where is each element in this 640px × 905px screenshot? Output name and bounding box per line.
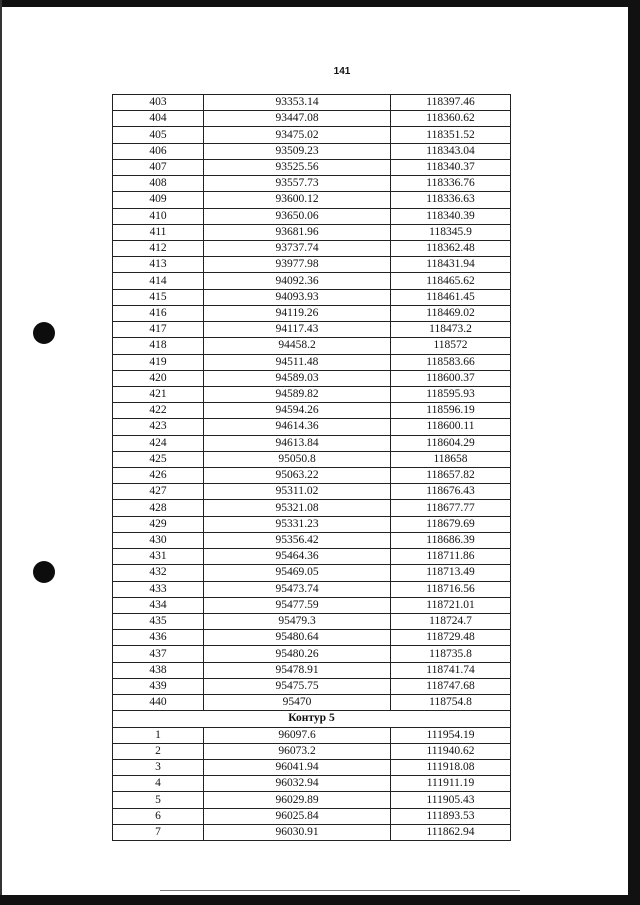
section-title: Контур 5: [113, 711, 511, 727]
x-coordinate-cell: 93475.02: [204, 127, 391, 143]
x-coordinate-cell: 93737.74: [204, 240, 391, 256]
x-coordinate-cell: 95050.8: [204, 451, 391, 467]
y-coordinate-cell: 118583.66: [391, 354, 511, 370]
y-coordinate-cell: 118716.56: [391, 581, 511, 597]
y-coordinate-cell: 118362.48: [391, 240, 511, 256]
table-row: [113, 305, 511, 321]
point-number-cell: 7: [113, 824, 204, 840]
table-row: [113, 143, 511, 159]
x-coordinate-cell: 96030.91: [204, 824, 391, 840]
y-coordinate-cell: 118397.46: [391, 95, 511, 111]
scan-edge-right: [628, 0, 640, 905]
x-coordinate-cell: 93977.98: [204, 257, 391, 273]
y-coordinate-cell: 111918.08: [391, 759, 511, 775]
table-row: [113, 419, 511, 435]
table-row: [113, 581, 511, 597]
y-coordinate-cell: 118686.39: [391, 532, 511, 548]
y-coordinate-cell: 118679.69: [391, 516, 511, 532]
point-number-cell: 409: [113, 192, 204, 208]
point-number-cell: 428: [113, 500, 204, 516]
y-coordinate-cell: 118343.04: [391, 143, 511, 159]
table-row: [113, 354, 511, 370]
y-coordinate-cell: 118735.8: [391, 646, 511, 662]
point-number-cell: 2: [113, 743, 204, 759]
table-row: [113, 662, 511, 678]
x-coordinate-cell: 94614.36: [204, 419, 391, 435]
y-coordinate-cell: 118658: [391, 451, 511, 467]
point-number-cell: 420: [113, 370, 204, 386]
y-coordinate-cell: 118754.8: [391, 695, 511, 711]
table-row: [113, 224, 511, 240]
y-coordinate-cell: 118465.62: [391, 273, 511, 289]
footer-rule: [160, 890, 520, 891]
point-number-cell: 403: [113, 95, 204, 111]
point-number-cell: 422: [113, 403, 204, 419]
point-number-cell: 5: [113, 792, 204, 808]
x-coordinate-cell: 95464.36: [204, 549, 391, 565]
x-coordinate-cell: 93525.56: [204, 159, 391, 175]
y-coordinate-cell: 118724.7: [391, 614, 511, 630]
y-coordinate-cell: 118711.86: [391, 549, 511, 565]
point-number-cell: 414: [113, 273, 204, 289]
table-row: [113, 678, 511, 694]
x-coordinate-cell: 94511.48: [204, 354, 391, 370]
x-coordinate-cell: 95470: [204, 695, 391, 711]
point-number-cell: 408: [113, 176, 204, 192]
y-coordinate-cell: 118747.68: [391, 678, 511, 694]
point-number-cell: 429: [113, 516, 204, 532]
x-coordinate-cell: 96041.94: [204, 759, 391, 775]
table-row: [113, 208, 511, 224]
point-number-cell: 3: [113, 759, 204, 775]
y-coordinate-cell: 118351.52: [391, 127, 511, 143]
table-row: [113, 743, 511, 759]
x-coordinate-cell: 94594.26: [204, 403, 391, 419]
page-number: 141: [333, 66, 351, 77]
point-number-cell: 438: [113, 662, 204, 678]
x-coordinate-cell: 93681.96: [204, 224, 391, 240]
x-coordinate-cell: 93557.73: [204, 176, 391, 192]
table-row: [113, 159, 511, 175]
point-number-cell: 432: [113, 565, 204, 581]
y-coordinate-cell: 118713.49: [391, 565, 511, 581]
point-number-cell: 440: [113, 695, 204, 711]
y-coordinate-cell: 118600.37: [391, 370, 511, 386]
point-number-cell: 410: [113, 208, 204, 224]
table-row: [113, 192, 511, 208]
x-coordinate-cell: 93509.23: [204, 143, 391, 159]
y-coordinate-cell: 118461.45: [391, 289, 511, 305]
table-row: [113, 565, 511, 581]
point-number-cell: 1: [113, 727, 204, 743]
table-row: [113, 338, 511, 354]
table-row: [113, 776, 511, 792]
y-coordinate-cell: 118340.37: [391, 159, 511, 175]
x-coordinate-cell: 95479.3: [204, 614, 391, 630]
table-row: [113, 403, 511, 419]
x-coordinate-cell: 94589.82: [204, 386, 391, 402]
section-header-row: [113, 711, 511, 727]
x-coordinate-cell: 95063.22: [204, 468, 391, 484]
x-coordinate-cell: 95473.74: [204, 581, 391, 597]
coordinates-table: [112, 94, 511, 841]
x-coordinate-cell: 96073.2: [204, 743, 391, 759]
point-number-cell: 418: [113, 338, 204, 354]
x-coordinate-cell: 95480.64: [204, 630, 391, 646]
table-row: [113, 824, 511, 840]
point-number-cell: 412: [113, 240, 204, 256]
point-number-cell: 430: [113, 532, 204, 548]
point-number-cell: 434: [113, 597, 204, 613]
point-number-cell: 406: [113, 143, 204, 159]
x-coordinate-cell: 95356.42: [204, 532, 391, 548]
scan-edge-top: [0, 0, 640, 7]
y-coordinate-cell: 118729.48: [391, 630, 511, 646]
x-coordinate-cell: 95469.05: [204, 565, 391, 581]
table-row: [113, 500, 511, 516]
point-number-cell: 433: [113, 581, 204, 597]
table-row: [113, 549, 511, 565]
y-coordinate-cell: 118600.11: [391, 419, 511, 435]
x-coordinate-cell: 95331.23: [204, 516, 391, 532]
point-number-cell: 4: [113, 776, 204, 792]
x-coordinate-cell: 94092.36: [204, 273, 391, 289]
punch-hole-lower: [33, 561, 55, 583]
table-row: [113, 240, 511, 256]
y-coordinate-cell: 111862.94: [391, 824, 511, 840]
punch-hole-upper: [33, 322, 55, 344]
table-row: [113, 111, 511, 127]
x-coordinate-cell: 93600.12: [204, 192, 391, 208]
x-coordinate-cell: 95480.26: [204, 646, 391, 662]
x-coordinate-cell: 94117.43: [204, 322, 391, 338]
y-coordinate-cell: 111954.19: [391, 727, 511, 743]
y-coordinate-cell: 118469.02: [391, 305, 511, 321]
point-number-cell: 411: [113, 224, 204, 240]
point-number-cell: 431: [113, 549, 204, 565]
point-number-cell: 427: [113, 484, 204, 500]
table-row: [113, 646, 511, 662]
y-coordinate-cell: 118473.2: [391, 322, 511, 338]
point-number-cell: 415: [113, 289, 204, 305]
x-coordinate-cell: 95311.02: [204, 484, 391, 500]
x-coordinate-cell: 96029.89: [204, 792, 391, 808]
x-coordinate-cell: 94093.93: [204, 289, 391, 305]
scan-edge-bottom: [0, 895, 640, 905]
x-coordinate-cell: 95477.59: [204, 597, 391, 613]
y-coordinate-cell: 118360.62: [391, 111, 511, 127]
point-number-cell: 404: [113, 111, 204, 127]
point-number-cell: 439: [113, 678, 204, 694]
table-row: [113, 289, 511, 305]
point-number-cell: 425: [113, 451, 204, 467]
y-coordinate-cell: 118657.82: [391, 468, 511, 484]
table-row: [113, 695, 511, 711]
point-number-cell: 424: [113, 435, 204, 451]
x-coordinate-cell: 95475.75: [204, 678, 391, 694]
table-row: [113, 370, 511, 386]
table-row: [113, 759, 511, 775]
x-coordinate-cell: 95321.08: [204, 500, 391, 516]
y-coordinate-cell: 118572: [391, 338, 511, 354]
table-row: [113, 727, 511, 743]
y-coordinate-cell: 118721.01: [391, 597, 511, 613]
table-row: [113, 435, 511, 451]
table-row: [113, 468, 511, 484]
table-row: [113, 386, 511, 402]
x-coordinate-cell: 93353.14: [204, 95, 391, 111]
point-number-cell: 416: [113, 305, 204, 321]
x-coordinate-cell: 94458.2: [204, 338, 391, 354]
point-number-cell: 407: [113, 159, 204, 175]
point-number-cell: 417: [113, 322, 204, 338]
x-coordinate-cell: 96097.6: [204, 727, 391, 743]
y-coordinate-cell: 118676.43: [391, 484, 511, 500]
table-row: [113, 792, 511, 808]
table-row: [113, 95, 511, 111]
scan-edge-left: [0, 0, 2, 905]
point-number-cell: 423: [113, 419, 204, 435]
table-row: [113, 808, 511, 824]
y-coordinate-cell: 118431.94: [391, 257, 511, 273]
x-coordinate-cell: 93447.08: [204, 111, 391, 127]
table-row: [113, 257, 511, 273]
table-row: [113, 597, 511, 613]
point-number-cell: 413: [113, 257, 204, 273]
y-coordinate-cell: 111905.43: [391, 792, 511, 808]
x-coordinate-cell: 96025.84: [204, 808, 391, 824]
coordinates-table-body: [113, 95, 511, 841]
point-number-cell: 419: [113, 354, 204, 370]
point-number-cell: 405: [113, 127, 204, 143]
table-row: [113, 127, 511, 143]
point-number-cell: 426: [113, 468, 204, 484]
table-row: [113, 614, 511, 630]
point-number-cell: 435: [113, 614, 204, 630]
y-coordinate-cell: 118336.63: [391, 192, 511, 208]
y-coordinate-cell: 111940.62: [391, 743, 511, 759]
y-coordinate-cell: 118677.77: [391, 500, 511, 516]
table-row: [113, 484, 511, 500]
x-coordinate-cell: 95478.91: [204, 662, 391, 678]
y-coordinate-cell: 118741.74: [391, 662, 511, 678]
table-row: [113, 516, 511, 532]
table-row: [113, 176, 511, 192]
x-coordinate-cell: 94589.03: [204, 370, 391, 386]
table-row: [113, 322, 511, 338]
x-coordinate-cell: 94119.26: [204, 305, 391, 321]
point-number-cell: 6: [113, 808, 204, 824]
y-coordinate-cell: 118604.29: [391, 435, 511, 451]
y-coordinate-cell: 118340.39: [391, 208, 511, 224]
x-coordinate-cell: 93650.06: [204, 208, 391, 224]
point-number-cell: 437: [113, 646, 204, 662]
table-row: [113, 451, 511, 467]
point-number-cell: 436: [113, 630, 204, 646]
table-row: [113, 273, 511, 289]
table-row: [113, 630, 511, 646]
x-coordinate-cell: 94613.84: [204, 435, 391, 451]
y-coordinate-cell: 118345.9: [391, 224, 511, 240]
y-coordinate-cell: 118596.19: [391, 403, 511, 419]
y-coordinate-cell: 118336.76: [391, 176, 511, 192]
x-coordinate-cell: 96032.94: [204, 776, 391, 792]
point-number-cell: 421: [113, 386, 204, 402]
y-coordinate-cell: 118595.93: [391, 386, 511, 402]
y-coordinate-cell: 111911.19: [391, 776, 511, 792]
y-coordinate-cell: 111893.53: [391, 808, 511, 824]
table-row: [113, 532, 511, 548]
